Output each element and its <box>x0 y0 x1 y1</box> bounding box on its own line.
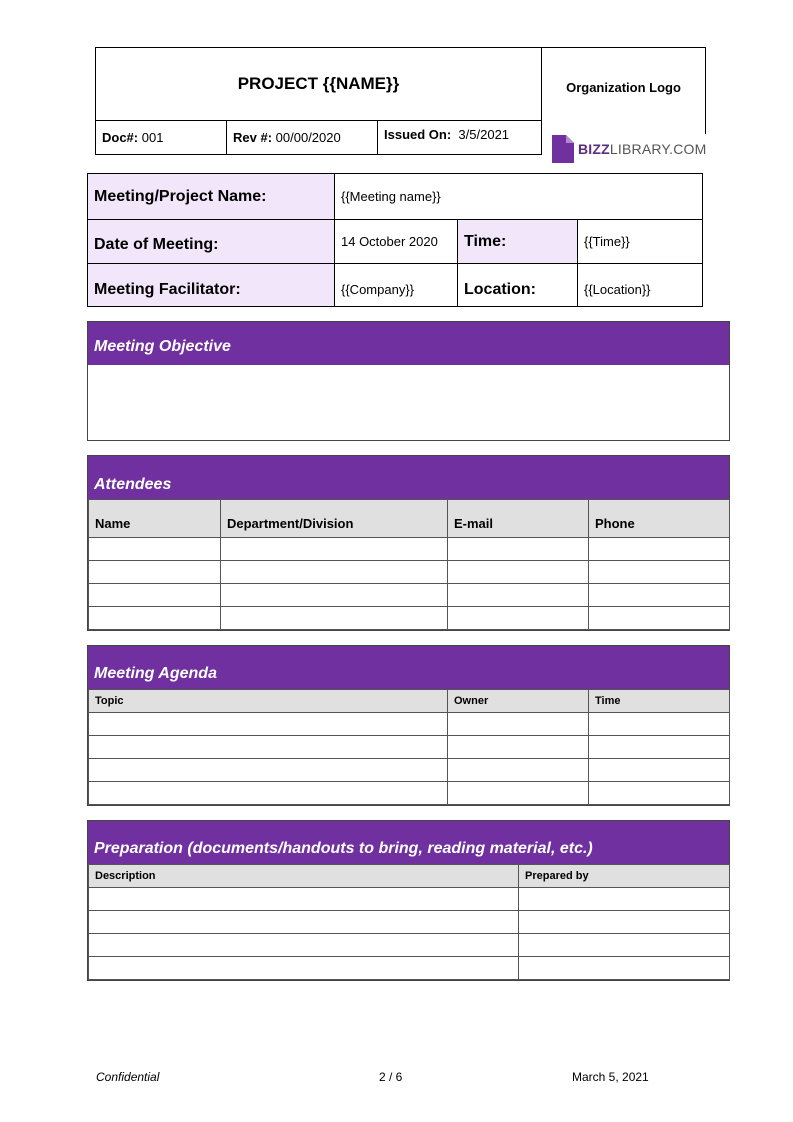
table-row <box>89 782 730 805</box>
brand-name: BIZZLIBRARY.COM <box>578 141 707 157</box>
meeting-objective-title: Meeting Objective <box>88 322 729 365</box>
bizzlibrary-logo <box>552 134 711 164</box>
header-logo-block <box>541 47 706 155</box>
attendees-col-phone: Phone <box>589 500 730 538</box>
table-row <box>89 561 730 584</box>
meeting-objective-section <box>87 321 730 441</box>
facilitator-label: Meeting Facilitator: <box>88 264 335 307</box>
revision-value: 00/00/2020 <box>275 130 341 145</box>
table-row <box>89 911 730 934</box>
time-value: {{Time}} <box>578 220 703 264</box>
attendees-col-email: E-mail <box>448 500 589 538</box>
location-label: Location: <box>458 264 578 307</box>
agenda-table <box>88 689 730 805</box>
document-icon <box>552 135 574 163</box>
preparation-col-prepared-by: Prepared by <box>519 865 730 888</box>
table-row <box>89 934 730 957</box>
footer-date: March 5, 2021 <box>572 1070 649 1084</box>
meeting-name-label: Meeting/Project Name: <box>88 174 335 220</box>
header-left-block <box>95 47 542 155</box>
location-value: {{Location}} <box>578 264 703 307</box>
attendees-section <box>87 455 730 631</box>
document-header <box>95 47 706 155</box>
doc-number-label: Doc#: <box>102 130 139 145</box>
agenda-col-time: Time <box>589 690 730 713</box>
preparation-section <box>87 820 730 981</box>
organization-logo-placeholder: Organization Logo <box>566 80 681 95</box>
revision-cell <box>227 121 378 154</box>
doc-number-cell <box>96 121 227 154</box>
table-row <box>89 538 730 561</box>
preparation-col-description: Description <box>89 865 519 888</box>
table-row <box>89 713 730 736</box>
meeting-agenda-title: Meeting Agenda <box>88 646 729 689</box>
attendees-col-name: Name <box>89 500 221 538</box>
table-row <box>89 759 730 782</box>
time-label: Time: <box>458 220 578 264</box>
agenda-col-topic: Topic <box>89 690 448 713</box>
revision-label: Rev #: <box>233 130 273 145</box>
table-row <box>89 736 730 759</box>
project-title: PROJECT {{NAME}} <box>96 48 541 121</box>
facilitator-value: {{Company}} <box>335 264 458 307</box>
issued-label: Issued On: <box>384 127 452 142</box>
preparation-table <box>88 864 730 980</box>
attendees-title: Attendees <box>88 456 729 499</box>
issued-cell <box>378 121 541 154</box>
meeting-info-table <box>87 173 703 307</box>
table-row <box>89 584 730 607</box>
attendees-col-department: Department/Division <box>221 500 448 538</box>
doc-number-value: 001 <box>141 130 164 145</box>
table-row <box>89 957 730 980</box>
table-row <box>89 888 730 911</box>
attendees-table <box>88 499 730 630</box>
table-row <box>89 607 730 630</box>
agenda-col-owner: Owner <box>448 690 589 713</box>
meeting-agenda-section <box>87 645 730 806</box>
footer-confidential: Confidential <box>96 1070 160 1084</box>
meeting-name-value: {{Meeting name}} <box>335 174 703 220</box>
date-value: 14 October 2020 <box>335 220 458 264</box>
preparation-title: Preparation (documents/handouts to bring, reading material, etc.) <box>88 821 729 864</box>
footer-page-number: 2 / 6 <box>379 1070 403 1084</box>
issued-value: 3/5/2021 <box>458 127 510 142</box>
date-label: Date of Meeting: <box>88 220 335 264</box>
